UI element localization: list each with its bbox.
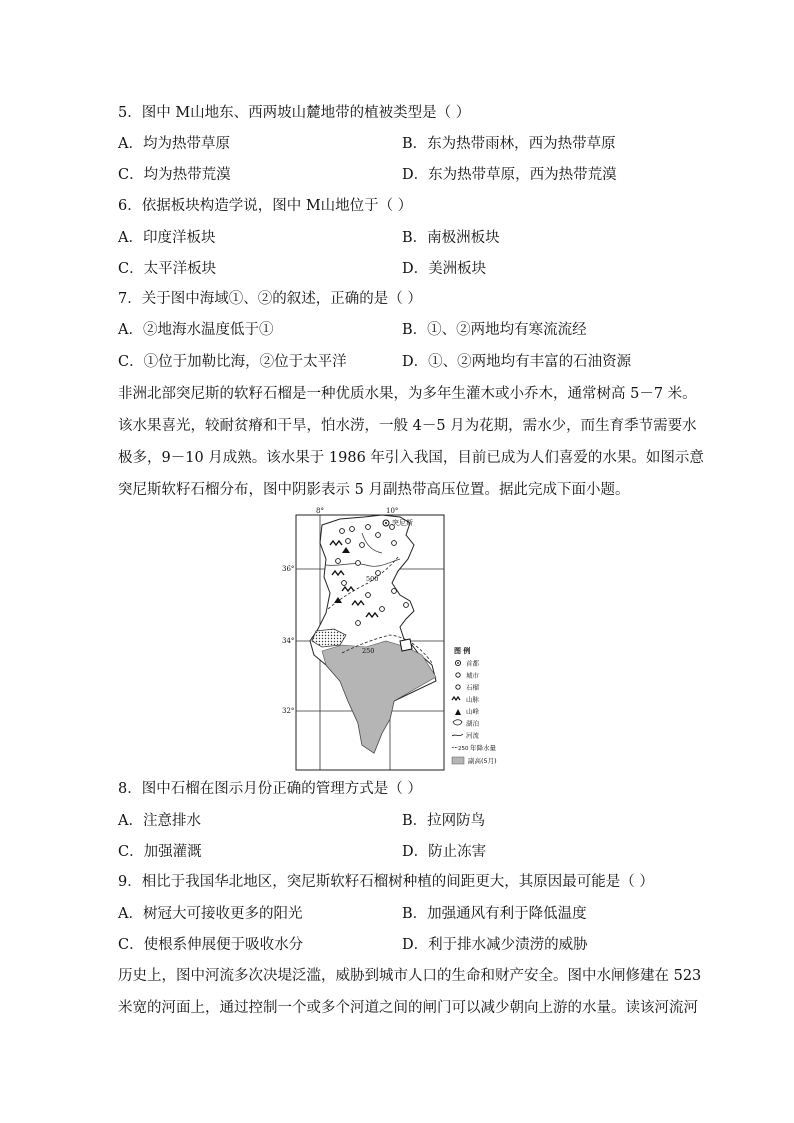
q8-stem: 8．图中石榴在图示月份正确的管理方式是（ ） [118,781,422,797]
q5-option-c: C．均为热带荒漠 [118,167,231,183]
q6-option-d: D．美洲板块 [402,261,487,277]
q9-option-b: B．加强通风有利于降低温度 [402,906,587,922]
legend-item: 石榴 [466,683,479,692]
lat-label: 34° [282,637,295,645]
q8-option-d: D．防止冻害 [402,844,487,860]
lat-label: 36° [282,565,295,573]
country-label: 突尼斯 [392,519,413,527]
legend-item: 河流 [466,731,479,740]
lon-label: 8° [316,507,324,515]
city-icon [456,673,460,677]
q9-option-c: C．使根系伸展便于吸收水分 [118,937,304,953]
passage-line: 米宽的河面上，通过控制一个或多个河道之间的闸门可以减少朝向上游的水量。读该河流河 [118,1000,698,1016]
passage-river [118,960,702,1024]
peak-icon [455,709,461,715]
passage-line: 突尼斯软籽石榴分布，图中阴影表示 5 月副热带高压位置。据此完成下面小题。 [118,482,630,498]
q6-option-b: B．南极洲板块 [402,230,500,246]
isohyet-legend-value: 250 [458,746,469,752]
legend-item: 副高(5月) [468,757,497,765]
river-icon [452,734,463,736]
lon-label: 10° [386,507,399,515]
q6-option-a: A．印度洋板块 [118,230,216,246]
tunisia-map [282,505,512,775]
q8-option-a: A．注意排水 [118,813,201,829]
q9-option-a: A．树冠大可接收更多的阳光 [118,906,303,922]
q7-option-d: D．①、②两地均有丰富的石油资源 [402,354,632,370]
q7-stem: 7．关于图中海域①、②的叙述，正确的是（ ） [118,291,422,307]
q5-stem: 5．图中 M山地东、西两坡山麓地带的植被类型是（ ） [118,105,471,121]
q8-option-b: B．拉网防鸟 [402,813,486,829]
isohyet-label: 250 [362,647,375,655]
q6-option-c: C．太平洋板块 [118,261,217,277]
isohyet-label: 500 [366,575,379,583]
q7-option-c: C．①位于加勒比海，②位于太平洋 [118,354,347,370]
q6-stem: 6．依据板块构造学说，图中 M山地位于（ ） [118,198,413,214]
q5-option-a: A．均为热带草原 [118,136,230,152]
passage-line: 历史上，图中河流多次决堤泛滥，威胁到城市人口的生命和财产安全。图中水闸修建在 523 [118,968,702,984]
q5-option-b: B．东为热带雨林，西为热带草原 [402,136,616,152]
q5-option-d: D．东为热带草原，西为热带荒漠 [402,167,617,183]
pomegranate-icon [456,685,460,689]
legend-title: 图 例 [454,647,471,655]
lake-icon [453,720,462,725]
legend-item: 湖泊 [466,719,479,728]
map-legend [452,646,497,765]
q7-option-a: A．②地海水温度低于① [118,322,274,338]
q8-option-c: C．加强灌溉 [118,844,202,860]
mountain-range-icon [452,697,460,700]
lake [400,639,412,651]
q7-option-b: B．①、②两地均有寒流流经 [402,322,587,338]
legend-item: 城市 [466,671,479,680]
passage-line: 极多，9－10 月成熟。该水果于 1986 年引入我国，目前已成为人们喜爱的水果。如图示意 [118,450,704,466]
q9-option-d: D．利于排水减少渍涝的威胁 [402,937,588,953]
legend-item: 年降水量 [470,744,496,752]
legend-item: 山脉 [466,695,479,704]
passage-pomegranate [118,378,704,506]
q9-stem: 9．相比于我国华北地区，突尼斯软籽石榴树种植的间距更大，其原因最可能是（ ） [118,874,654,890]
lat-label: 32° [282,707,295,715]
tunisia-map-figure [282,505,512,775]
passage-line: 该水果喜光，较耐贫瘠和干旱，怕水涝，一般 4－5 月为花期，需水少，而生育季节需要水 [118,418,697,434]
legend-item: 首都 [466,659,479,668]
legend-item: 山峰 [466,707,479,716]
passage-line: 非洲北部突尼斯的软籽石榴是一种优质水果，为多年生灌木或小乔木，通常树高 5－7 米。 [118,386,697,402]
subtropical-high-icon [452,757,464,764]
